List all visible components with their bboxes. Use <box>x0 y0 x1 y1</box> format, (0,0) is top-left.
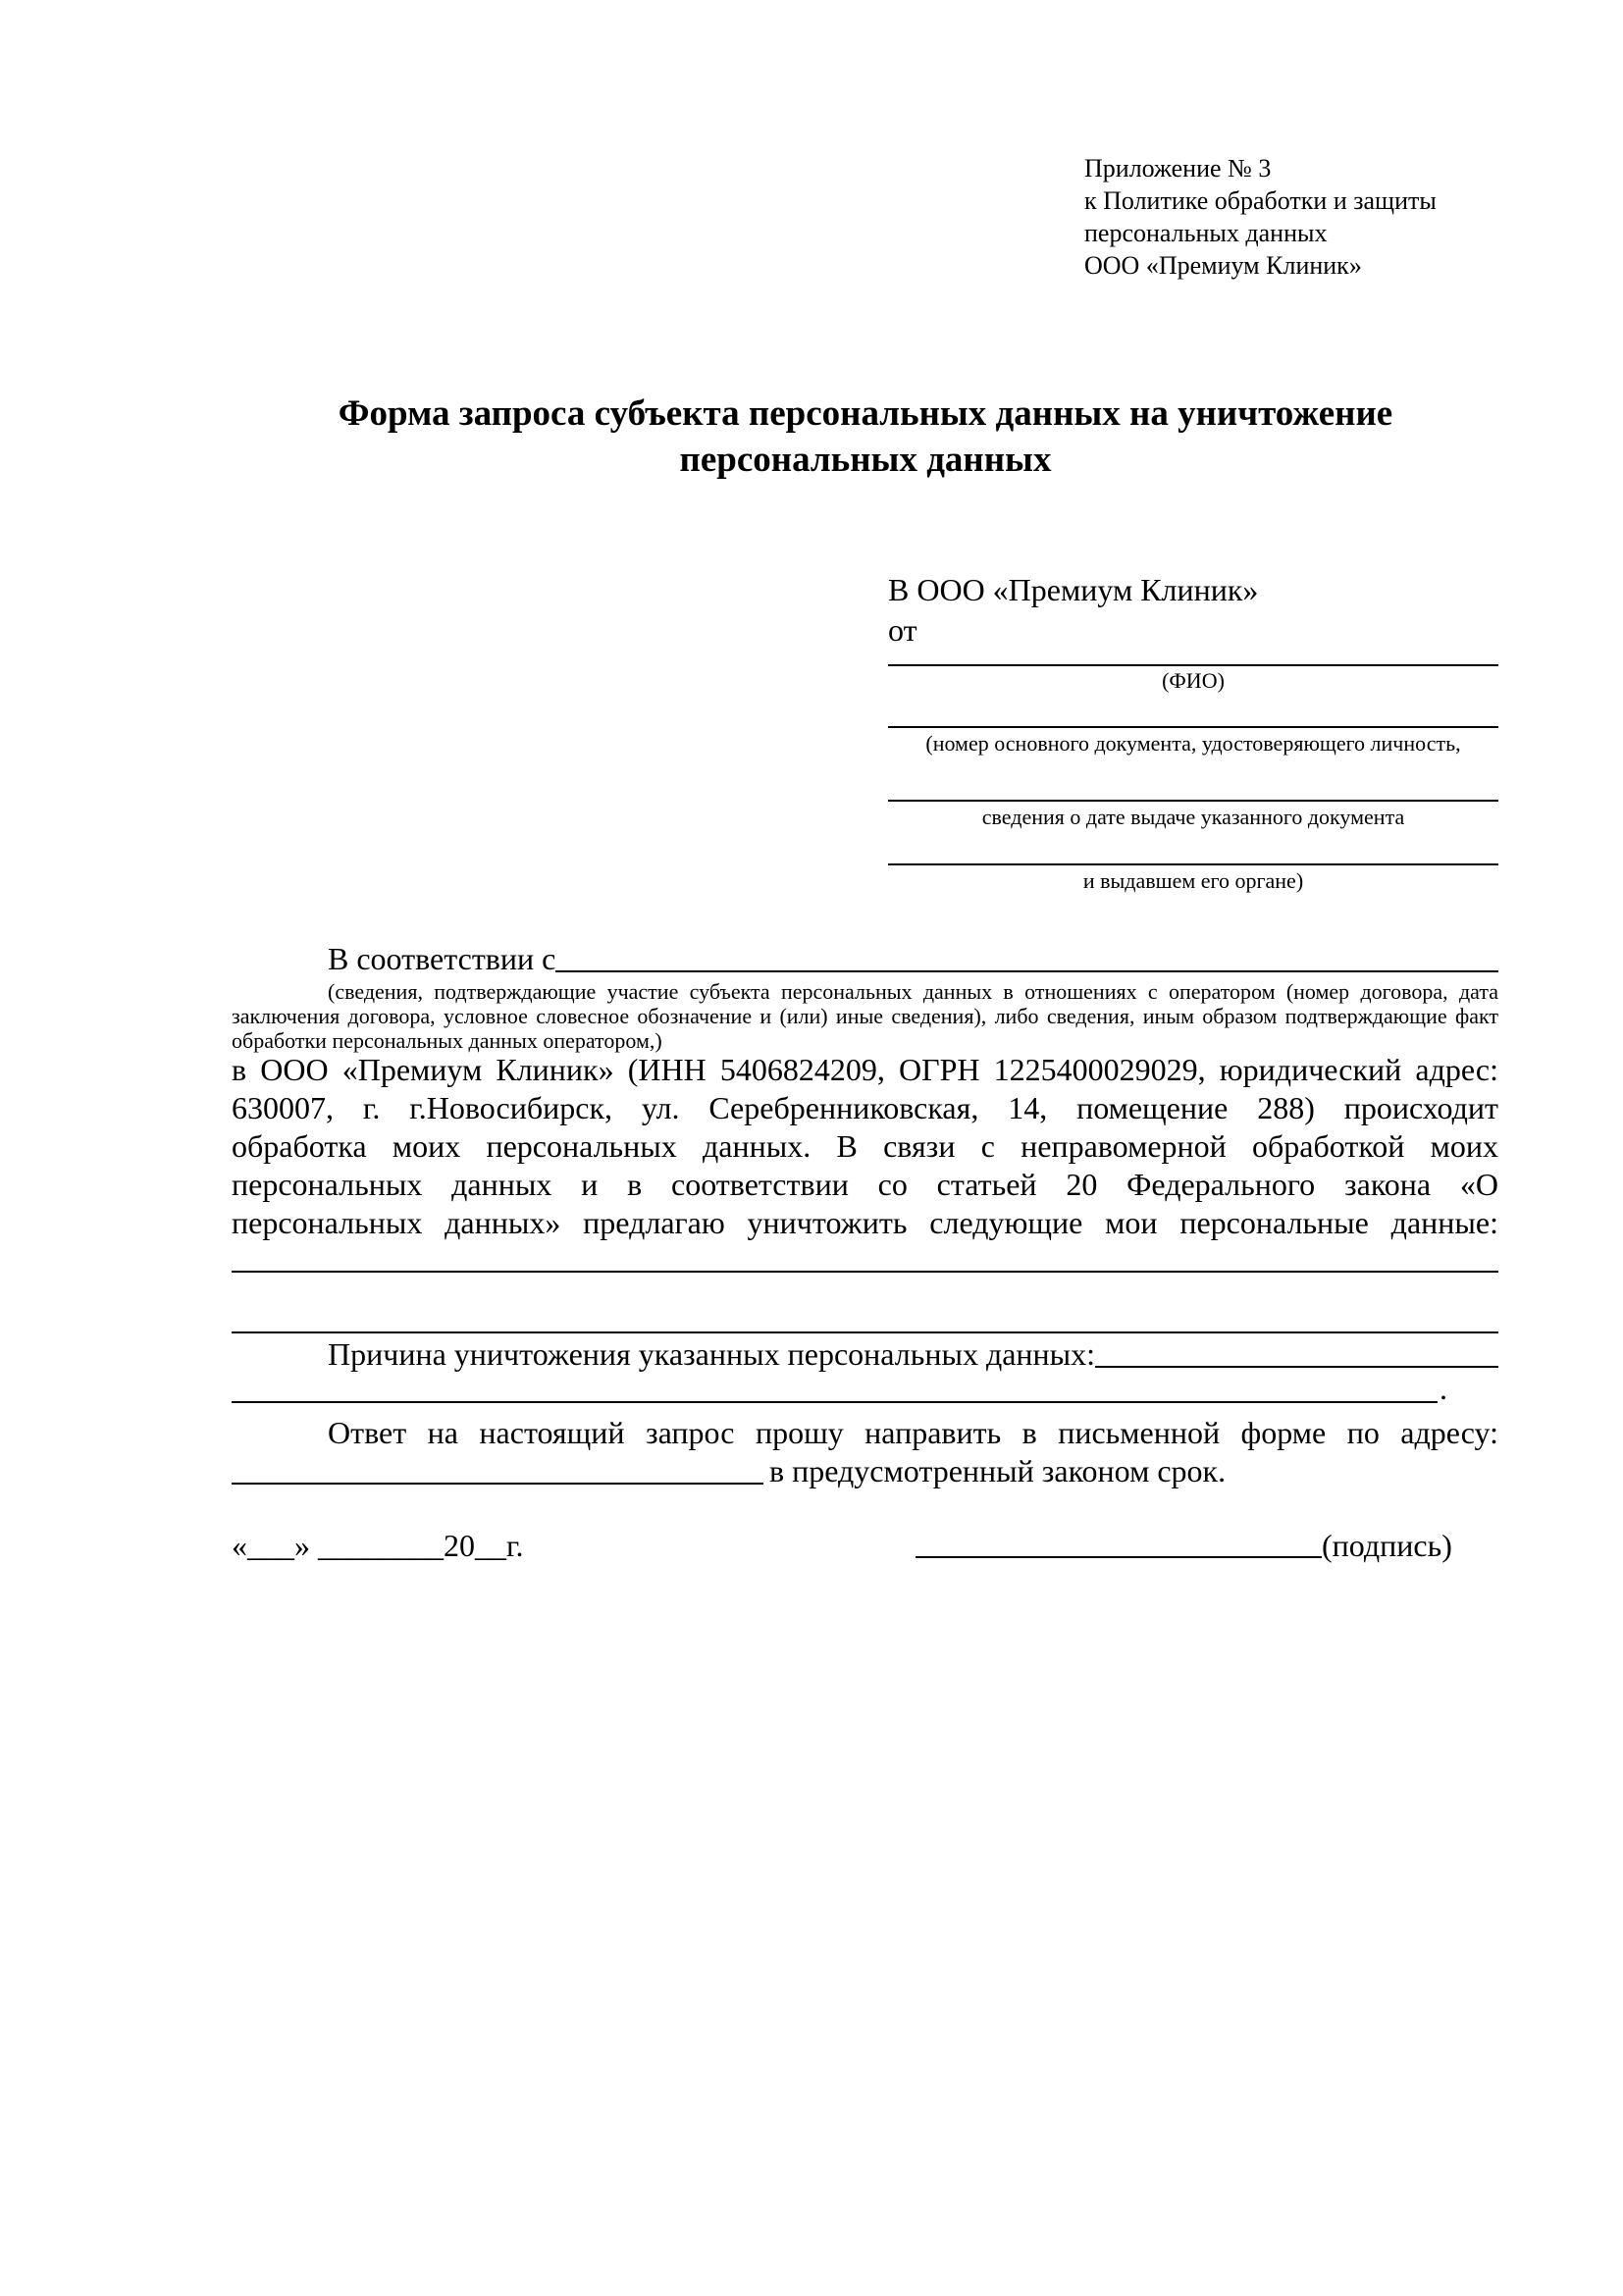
appendix-note-line: Приложение № 3 <box>1084 154 1272 183</box>
reason-label: Причина уничтожения указанных персональных данных: <box>328 1336 1096 1372</box>
fio-blank-line <box>888 664 1498 666</box>
main-paragraph-line: 630007, г. г.Новосибирск, ул. Серебренниковская, 14, помещение 288) происходит <box>232 1090 1498 1125</box>
main-paragraph <box>232 1051 1498 1242</box>
reason-continuation-blank-line <box>232 1370 1438 1403</box>
appendix-note <box>1084 152 1437 282</box>
document-title-line: персональных данных <box>679 440 1052 480</box>
reason-blank-line <box>1095 1335 1498 1368</box>
personal-data-blank-line-1 <box>232 1271 1498 1273</box>
document-title-line: Форма запроса субъекта персональных данных на уничтожение <box>338 393 1393 434</box>
accordance-blank-line <box>555 940 1498 972</box>
reason-continuation-row <box>232 1370 1498 1408</box>
issuing-authority-blank-line <box>888 863 1498 865</box>
document-number-blank-line <box>888 726 1498 728</box>
main-paragraph-line: обработка моих персональных данных. В связи с неправомерной обработкой моих <box>232 1128 1498 1164</box>
response-request-line: Ответ на настоящий запрос прошу направить в письменной форме по адресу: <box>328 1415 1498 1450</box>
issuing-authority-caption: и выдавшем его органе) <box>1082 868 1304 893</box>
explanatory-note-line: обработки персональных данных оператором,) <box>232 1028 662 1053</box>
addressee-block <box>888 570 1498 893</box>
appendix-note-line: персональных данных <box>1084 219 1328 247</box>
appendix-note-line: к Политике обработки и защиты <box>1084 186 1437 215</box>
address-row <box>232 1452 1498 1490</box>
fio-caption: (ФИО) <box>1162 668 1225 693</box>
explanatory-note <box>232 979 1498 1053</box>
addressee-company: В ООО «Премиум Клиник» <box>888 572 1259 607</box>
reason-row <box>232 1335 1498 1374</box>
appendix-note-line: ООО «Премиум Клиник» <box>1084 251 1362 280</box>
explanatory-note-line: заключения договора, условное словесное обозначение и (или) иные сведения), либо сведения, иным образом подтверждающие факт <box>232 1004 1498 1028</box>
response-tail-text: в предусмотренный законом срок. <box>769 1453 1227 1488</box>
signature-row <box>916 1527 1498 1565</box>
addressee-from-label: от <box>888 612 917 648</box>
main-paragraph-line: в ООО «Премиум Клиник» (ИНН 5406824209, ОГРН 1225400029029, юридический адрес: <box>232 1052 1498 1087</box>
period-mark: . <box>1440 1371 1447 1406</box>
main-paragraph-line: персональных данных и в соответствии со статьей 20 Федерального закона «О <box>232 1167 1498 1202</box>
date-blank: «___» ________20__г. <box>232 1528 524 1563</box>
accordance-label: В соответствии с <box>328 941 556 976</box>
document-title <box>232 391 1499 483</box>
document-number-caption: (номер основного документа, удостоверяющего личность, <box>925 731 1461 756</box>
signature-caption: (подпись) <box>1322 1528 1452 1563</box>
issue-date-caption: сведения о дате выдаче указанного документа <box>981 805 1405 829</box>
signature-blank-line <box>916 1527 1322 1558</box>
main-paragraph-line: персональных данных» предлагаю уничтожить следующие мои персональные данные: <box>232 1205 1498 1240</box>
accordance-row <box>232 940 1498 978</box>
explanatory-note-line: (сведения, подтверждающие участие субъекта персональных данных в отношениях с оператором (номер договора, дата <box>328 979 1498 1004</box>
personal-data-blank-line-2 <box>232 1331 1498 1333</box>
issue-date-blank-line <box>888 800 1498 802</box>
address-blank-line <box>232 1452 763 1485</box>
